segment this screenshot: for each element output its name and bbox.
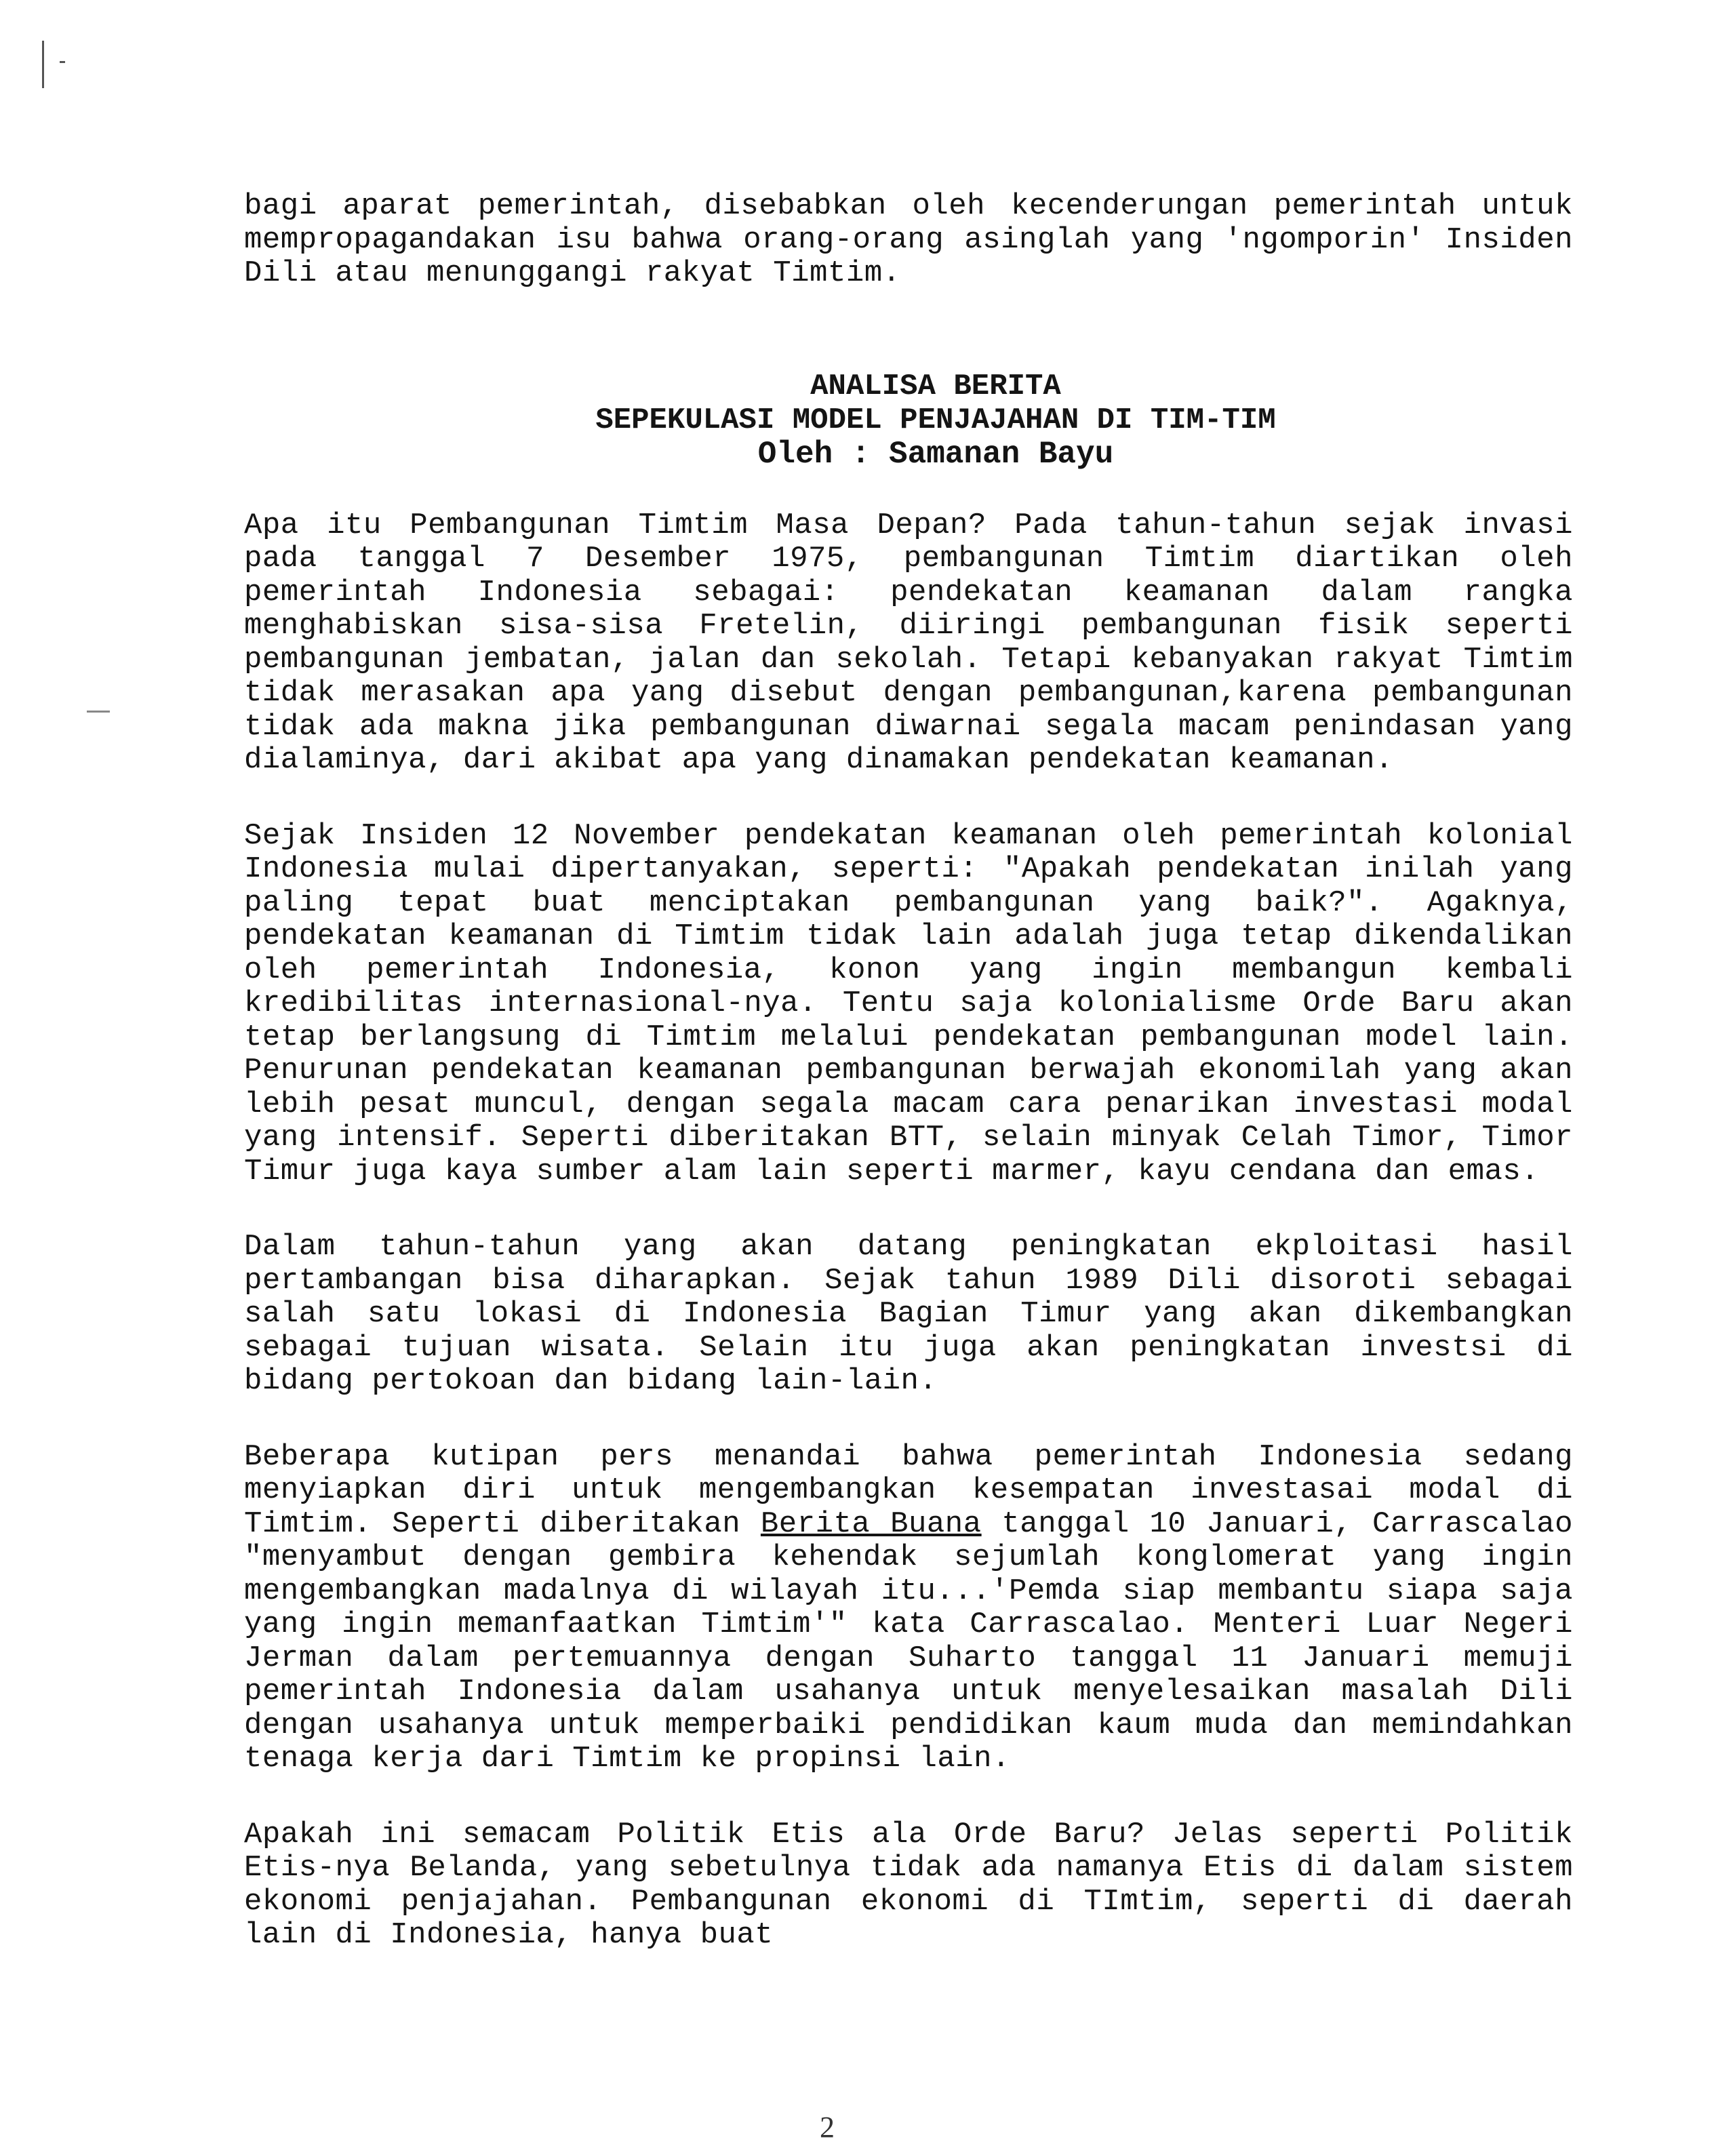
paragraph-1: Apa itu Pembangunan Timtim Masa Depan? Pada tahun-tahun sejak invasi pada tanggal 7 Desember 1975, pembangunan Timtim diartikan oleh pemerintah Indonesia sebagai: pendekatan keamanan dalam rangka menghabiskan sisa-sisa Fretelin, diiringi pembangunan fisik seperti pembangunan jembatan, jalan dan sekolah. Tetapi kebanyakan rakyat Timtim tidak merasakan apa yang disebut dengan pembangunan,karena pembangunan tidak ada makna jika pembangunan diwarnai segala macam penindasan yang dialaminya, dari akibat apa yang dinamakan pendekatan keamanan. [244, 508, 1573, 777]
paragraph-3: Dalam tahun-tahun yang akan datang peningkatan ekploitasi hasil pertambangan bisa diharapkan. Sejak tahun 1989 Dili disoroti sebagai salah satu lokasi di Indonesia Bagian Timur yang akan dikembangkan sebagai tujuan wisata. Selain itu juga akan peningkatan investsi di bidang pertokoan dan bidang lain-lain. [244, 1230, 1573, 1398]
article-byline: Oleh : Samanan Bayu [757, 436, 1114, 472]
paragraph-2: Sejak Insiden 12 November pendekatan keamanan oleh pemerintah kolonial Indonesia mulai dipertanyakan, seperti: "Apakah pendekatan inilah yang paling tepat buat menciptakan pembangunan yang baik?". Agaknya, pendekatan keamanan di Timtim tidak lain adalah juga tetap dikendalikan oleh pemerintah Indonesia, konon yang ingin membangun kembali kredibilitas internasional-nya. Tentu saja kolonialisme Orde Baru akan tetap berlangsung di Timtim melalui pendekatan pembangunan model lain. Penurunan pendekatan keamanan pembangunan berwajah ekonomilah yang akan lebih pesat muncul, dengan segala macam cara penarikan investasi modal yang intensif. Seperti diberitakan BTT, selain minyak Celah Timor, Timor Timur juga kaya sumber alam lain seperti marmer, kayu cendana dan emas. [244, 818, 1573, 1189]
paragraph-4-text-a: Beberapa kutipan pers menandai bahwa pemerintah Indonesia sedang menyiapkan diri untuk mengembangkan kesempatan investasai modal di Timtim. Seperti diberitakan [244, 1439, 1573, 1541]
opening-paragraph: bagi aparat pemerintah, disebabkan oleh kecenderungan pemerintah untuk mempropagandakan isu bahwa orang-orang asinglah yang 'ngomporin' Insiden Dili atau menunggangi rakyat Timtim. [244, 189, 1573, 290]
scan-mark [87, 711, 110, 713]
paragraph-4-text-b: tanggal 10 Januari, Carrascalao "menyambut dengan gembira kehendak sejumlah konglomerat yang ingin mengembangkan madalnya di wilayah itu...'Pemda siap membantu siapa saja yang ingin memanfaatkan Timtim'" kata Carrascalao. Menteri Luar Negeri Jerman dalam pertemuannya dengan Suharto tanggal 11 Januari memuji pemerintah Indonesia dalam usahanya untuk menyelesaikan masalah Dili dengan usahanya untuk memperbaiki pendidikan kaum muda dan memindahkan tenaga kerja dari Timtim ke propinsi lain. [244, 1506, 1573, 1776]
page-number: 2 [820, 2111, 835, 2144]
scan-mark [60, 61, 65, 63]
scan-mark [42, 41, 44, 88]
source-citation: Berita Buana [760, 1506, 982, 1541]
document-body [244, 190, 1573, 1995]
article-heading [271, 370, 1600, 471]
paragraph-4 [244, 1441, 1573, 1776]
heading-line-1: ANALISA BERITA [810, 369, 1061, 403]
heading-line-2: SEPEKULASI MODEL PENJAJAHAN DI TIM-TIM [595, 403, 1276, 437]
closing-paragraph: Apakah ini semacam Politik Etis ala Orde Baru? Jelas seperti Politik Etis-nya Belanda, yang sebetulnya tidak ada namanya Etis di dalam sistem ekonomi penjajahan. Pembangunan ekonomi di TImtim, seperti di daerah lain di Indonesia, hanya buat [244, 1817, 1573, 1952]
